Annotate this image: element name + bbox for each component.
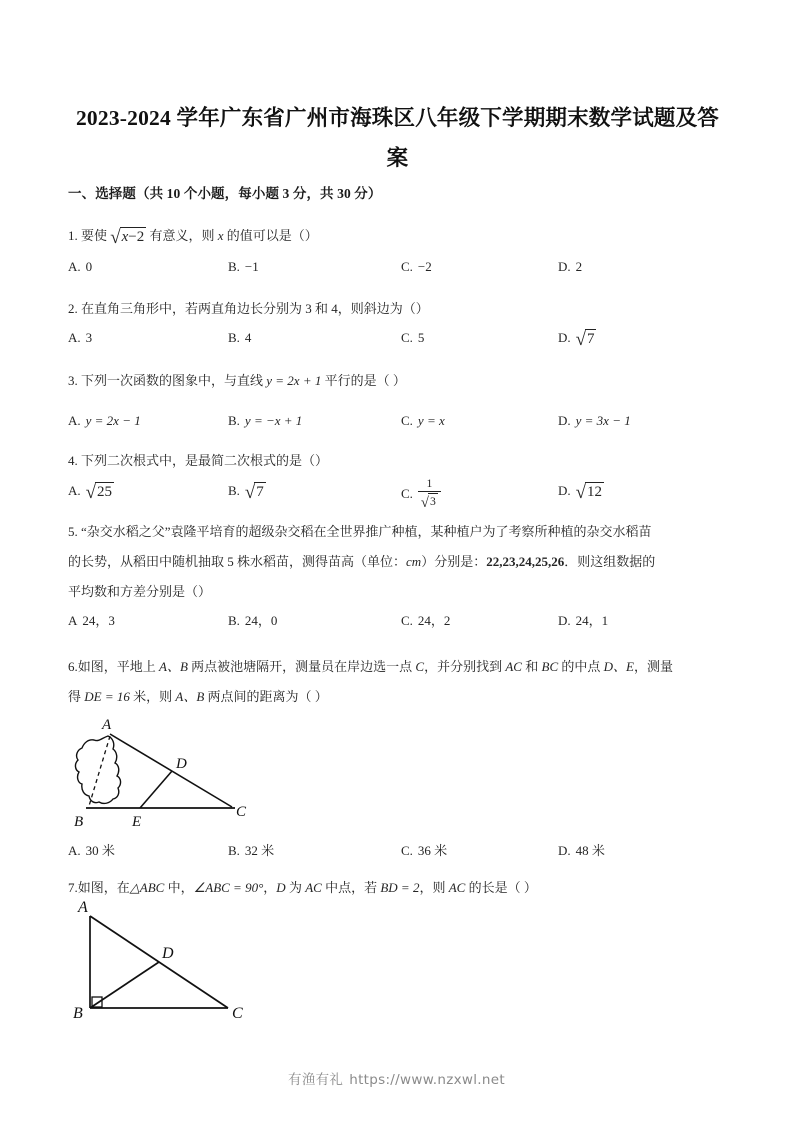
option-4b[interactable]: B. √7 [228, 478, 266, 505]
page-title: 2023-2024 学年广东省广州市海珠区八年级下学期期末数学试题及答案 [75, 106, 720, 170]
question-3-options [68, 408, 748, 434]
question-5-options [68, 608, 748, 634]
question-1-number: 1. [68, 228, 78, 243]
option-4c-fraction: $\frac{1}{√3}$ [418, 477, 441, 511]
figure6-label-E: E [132, 814, 142, 830]
question-6-number: 6. [68, 659, 78, 674]
question-1-text-before: 要使 [81, 228, 108, 243]
question-3-text-after: 平行的是（ ） [324, 373, 406, 388]
question-4-options [68, 478, 748, 518]
option-4d[interactable]: D. √12 [558, 478, 604, 505]
question-5-number: 5. [68, 524, 78, 539]
option-4a-radical: √25 [85, 482, 112, 504]
option-3b[interactable]: B. y = −x + 1 [228, 413, 303, 428]
option-4a[interactable]: A. √25 [68, 478, 114, 505]
question-4-number: 4. [68, 453, 78, 468]
figure7-label-B: B [73, 1005, 83, 1022]
option-1d[interactable]: D. 2 [558, 259, 583, 274]
option-2d-radical: √7 [575, 329, 595, 351]
option-3c[interactable]: C. y = x [401, 413, 445, 428]
option-2c[interactable]: C. 5 [401, 330, 425, 345]
question-5-line2 [68, 548, 728, 576]
question-4-text: 下列二次根式中，是最简二次根式的是（） [81, 453, 329, 468]
option-6b[interactable]: B. 32 米 [228, 843, 275, 858]
question-6-line2: 得 DE = 16 米，则 A、B 两点间的距离为（ ） [68, 689, 328, 704]
question-5-unit: cm [406, 554, 422, 569]
option-6a[interactable]: A. 30 米 [68, 843, 115, 858]
question-3-text-before: 下列一次函数的图象中，与直线 [81, 373, 264, 388]
question-1-radical: √x−2 [110, 227, 145, 249]
question-5-line2-b: ）分别是： [421, 554, 487, 569]
question-5-line2-a: 的长势，从稻田中随机抽取 5 株水稻苗，测得苗高（单位： [68, 554, 407, 569]
option-1a[interactable]: A. 0 [68, 259, 93, 274]
option-5b[interactable]: B. 24，0 [228, 613, 278, 628]
footer-watermark [0, 1068, 793, 1088]
option-2a[interactable]: A. 3 [68, 330, 93, 345]
option-4b-radical: √7 [244, 482, 264, 504]
figure7-label-C: C [232, 1005, 243, 1022]
option-3d[interactable]: D. y = 3x − 1 [558, 413, 631, 428]
option-1b[interactable]: B. −1 [228, 259, 259, 274]
option-4d-radical: √12 [575, 482, 602, 504]
option-5d[interactable]: D. 24，1 [558, 613, 609, 628]
question-6: 6.如图，平地上 A、B 两点被池塘隔开，测量员在岸边选一点 C，并分别找到 AC 和 BC 的中点 D、E，测量 [68, 659, 673, 674]
question-5-line2-c: ．则这组数据的 [564, 554, 656, 569]
option-2b[interactable]: B. 4 [228, 330, 252, 345]
option-5a[interactable]: A 24，3 [68, 613, 115, 628]
figure7-label-D: D [162, 945, 174, 962]
question-5-data: 22,23,24,25,26 [486, 554, 565, 569]
option-6c[interactable]: C. 36 米 [401, 843, 448, 858]
option-5c[interactable]: C. 24，2 [401, 613, 451, 628]
figure6-label-B: B [74, 814, 84, 830]
question-1 [68, 222, 728, 251]
option-3a[interactable]: A. y = 2x − 1 [68, 413, 141, 428]
question-5 [68, 518, 728, 546]
question-5-line1: “杂交水稻之父”袁隆平培育的超级杂交稻在全世界推广种植，某种植户为了考察所种植的杂交水稻苗 [81, 524, 652, 539]
question-2-options [68, 325, 748, 351]
option-2d[interactable]: D. √7 [558, 325, 596, 352]
question-2-number: 2. [68, 301, 78, 316]
question-6-options [68, 838, 748, 864]
option-4c[interactable]: C. $\frac{1}{√3}$ [401, 478, 441, 512]
question-3-number: 3. [68, 373, 78, 388]
question-3 [68, 367, 728, 395]
watermark-text: 有渔有礼 [288, 1072, 344, 1088]
question-1-text-after: 有意义，则 [149, 228, 215, 243]
question-1-options [68, 254, 748, 280]
watermark-url: https://www.nzxwl.net [349, 1072, 505, 1088]
figure6-label-C: C [236, 804, 247, 820]
question-1-text-end: 的值可以是（） [226, 228, 318, 243]
figure6-label-D: D [176, 756, 187, 772]
option-6d[interactable]: D. 48 米 [558, 843, 605, 858]
figure7-label-A: A [78, 899, 88, 916]
question-2-text: 在直角三角形中，若两直角边长分别为 3 和 4，则斜边为（） [81, 301, 429, 316]
section-heading: 一、选择题（共 10 个小题，每小题 3 分，共 30 分） [68, 186, 382, 201]
question-7-number: 7. [68, 880, 78, 895]
question-3-equation: y = 2x + 1 [266, 373, 322, 388]
question-2 [68, 295, 728, 323]
question-5-line3: 平均数和方差分别是（） [68, 584, 212, 599]
figure-question-7 [72, 898, 262, 1028]
question-7: 7.如图，在△ABC 中，∠ABC = 90°，D 为 AC 中点，若 BD = 2，则 AC 的长是（ ） [68, 880, 537, 895]
question-4 [68, 447, 728, 475]
question-1-variable: x [217, 228, 224, 243]
figure6-label-A: A [102, 717, 112, 733]
figure-question-6 [72, 712, 257, 837]
option-1c[interactable]: C. −2 [401, 259, 432, 274]
